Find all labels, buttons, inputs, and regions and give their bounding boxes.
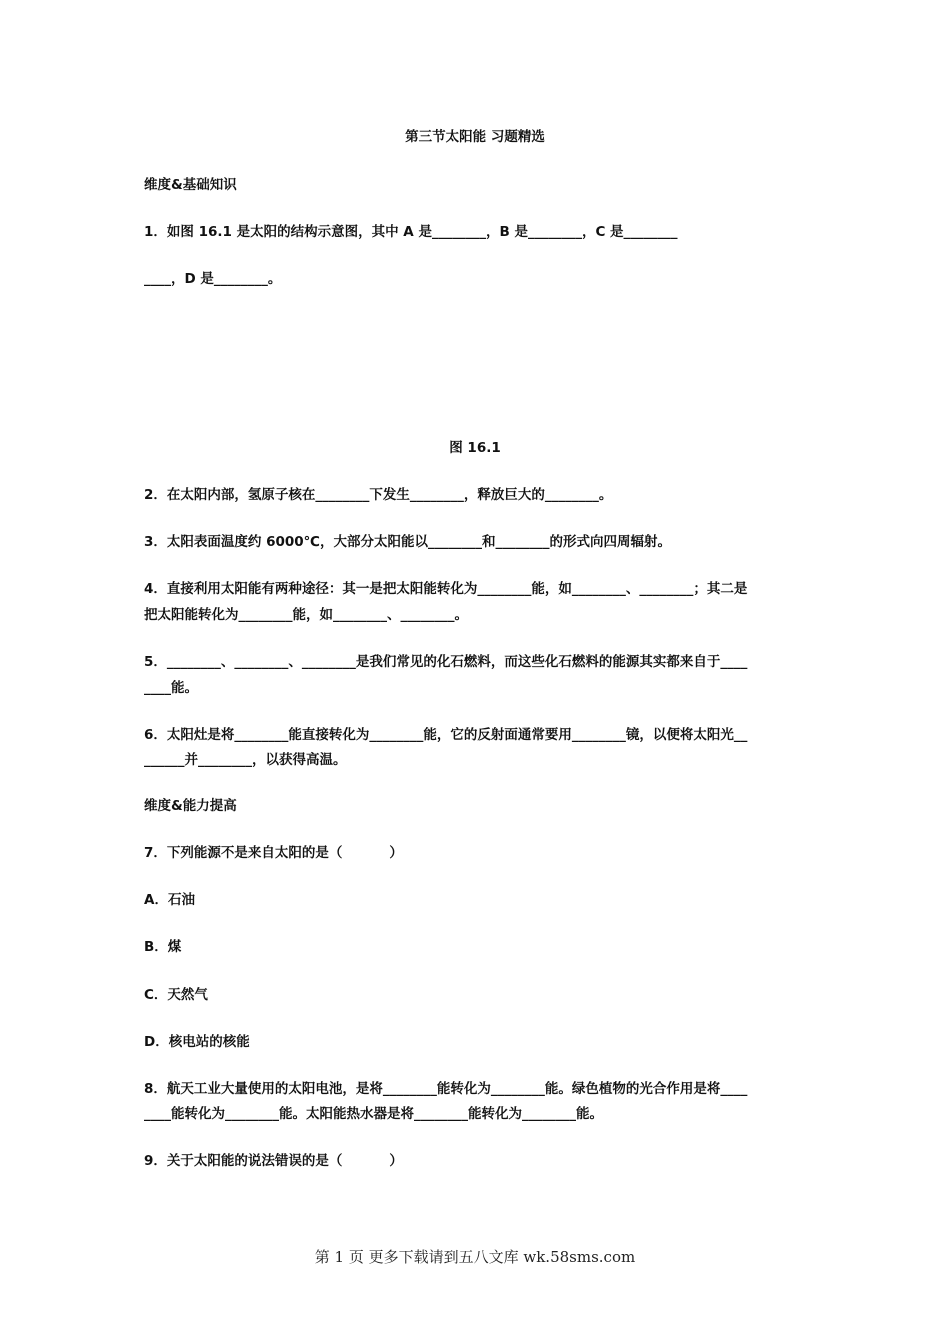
question-7-option-a: A．石油 [144,892,195,908]
question-1-line-1: 1．如图 16.1 是太阳的结构示意图，其中 A 是________，B 是________，C 是________ [144,224,678,240]
question-5-line-2: ____能。 [144,680,198,696]
section-heading-advanced: 维度&能力提高 [144,798,237,814]
question-8-line-1: 8．航天工业大量使用的太阳电池，是将________能转化为________能。绿色植物的光合作用是将____ [144,1081,748,1097]
question-7-option-d: D．核电站的核能 [144,1034,250,1050]
question-8-line-2: ____能转化为________能。太阳能热水器是将________能转化为________能。 [144,1106,603,1122]
question-4-line-1: 4．直接利用太阳能有两种途径：其一是把太阳能转化为________能，如________、________；其二是 [144,581,748,597]
question-3: 3．太阳表面温度约 6000℃，大部分太阳能以________和________的形式向四周辐射。 [144,534,672,550]
page-title: 第三节太阳能 习题精选 [405,129,545,145]
question-7-option-b: B．煤 [144,939,182,955]
question-2: 2．在太阳内部，氢原子核在________下发生________，释放巨大的________。 [144,487,613,503]
question-7-option-c: C．天然气 [144,987,208,1003]
question-4-line-2: 把太阳能转化为________能，如________、________。 [144,607,468,623]
question-5-line-1: 5．________、________、________是我们常见的化石燃料，而这些化石燃料的能源其实都来自于____ [144,654,748,670]
question-6-line-1: 6．太阳灶是将________能直接转化为________能，它的反射面通常要用________镜，以便将太阳光__ [144,727,748,743]
question-9: 9．关于太阳能的说法错误的是（ ） [144,1153,403,1169]
figure-caption: 图 16.1 [449,440,501,456]
page-footer: 第 1 页 更多下载请到五八文库 wk.58sms.com [314,1248,636,1266]
question-1-line-2: ____，D 是________。 [144,271,282,287]
section-heading-basic: 维度&基础知识 [144,177,237,193]
question-7-stem: 7．下列能源不是来自太阳的是（ ） [144,845,403,861]
question-6-line-2: ______并________，以获得高温。 [144,752,347,768]
